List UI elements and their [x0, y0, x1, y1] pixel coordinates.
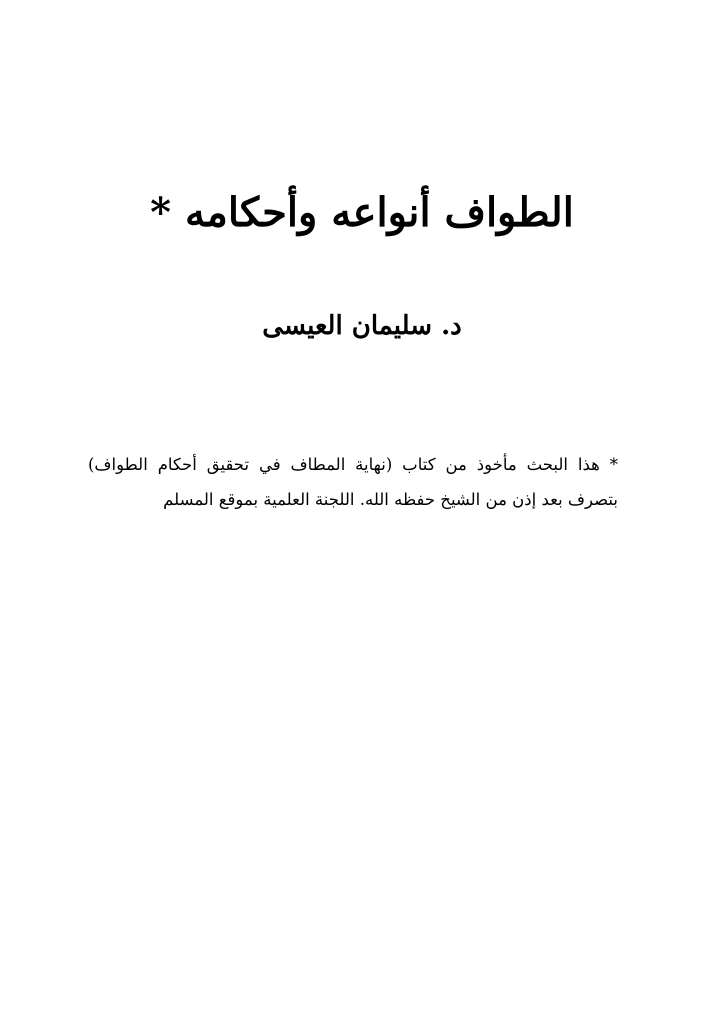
footnote: * هذا البحث مأخوذ من كتاب (نهاية المطاف في تحقيق أحكام الطواف) بتصرف بعد إذن من الشيخ حفظه الله. اللجنة العلمية بموقع المسلم	[88, 455, 618, 509]
author-name: د. سليمان العيسى	[262, 311, 462, 341]
page-title: الطواف أنواعه وأحكامه *	[150, 189, 574, 236]
